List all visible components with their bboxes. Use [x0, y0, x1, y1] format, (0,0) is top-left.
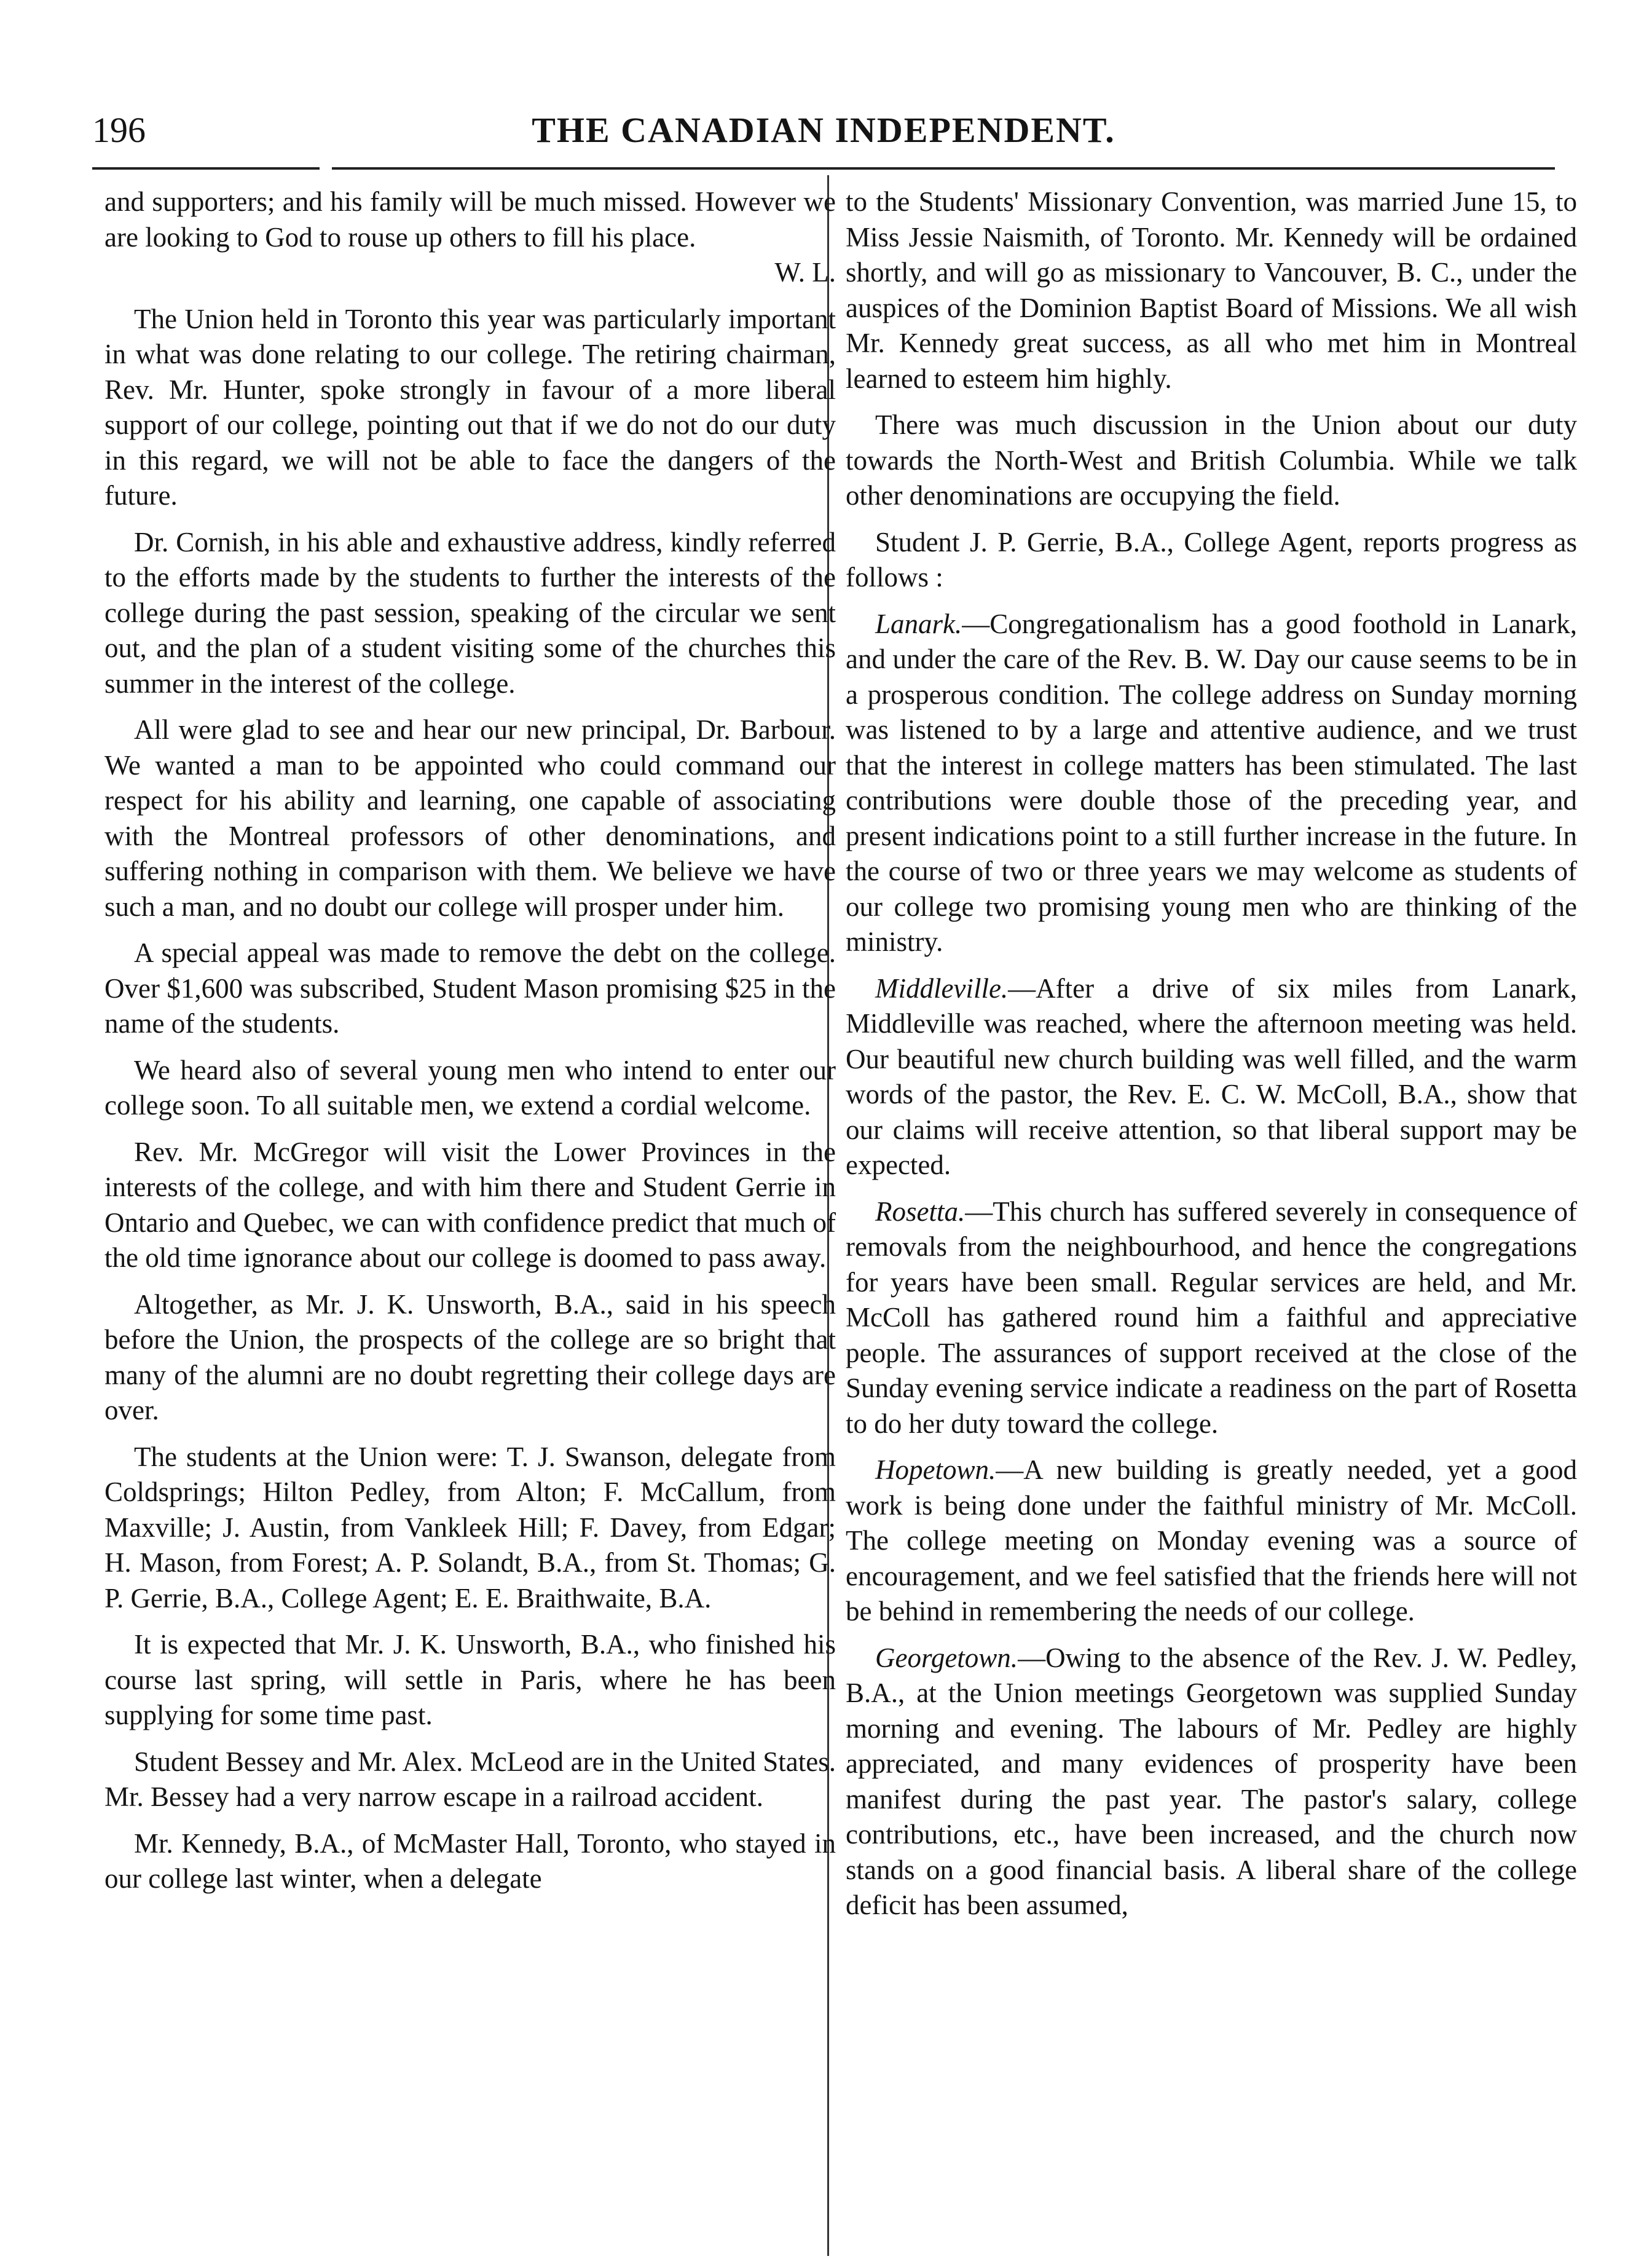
- left-column: [104, 184, 836, 1908]
- paragraph: The Union held in Toronto this year was particularly important in what was done relating to our college. The retiring chairman, Rev. Mr. Hunter, spoke strongly in favour of a more liberal support of our college, pointing out that if we do not do our duty in this regard, we will not be able to face the dangers of the future.: [104, 303, 836, 511]
- page-number: 196: [92, 110, 146, 150]
- paragraph: Student Bessey and Mr. Alex. McLeod are in the United States. Mr. Bessey had a very narrow escape in a railroad accident.: [104, 1746, 836, 1812]
- paragraph: We heard also of several young men who intend to enter our college soon. To all suitable men, we extend a cordial welcome.: [104, 1054, 836, 1121]
- place-name: Rosetta.: [875, 1196, 966, 1227]
- paragraph: A special appeal was made to remove the debt on the college. Over $1,600 was subscribed, Student Mason promising $25 in the name of the students.: [104, 937, 836, 1039]
- report-text: —A new building is greatly needed, yet a good work is being done under the faithful ministry of Mr. McColl. The college meeting on Monday evening was a source of encouragement, and we feel satisfied that the friends here will not be behind in remembering the needs of our college.: [846, 1454, 1577, 1626]
- report-text: —This church has suffered severely in consequence of removals from the neighbourhood, and hence the congregations for years have been small. Regular services are held, and Mr. McColl has gathered round him a faithful and appreciative people. The assurances of support received at the close of the Sunday evening service indicate a readiness on the part of Rosetta to do her duty toward the college.: [846, 1196, 1577, 1439]
- paragraph: All were glad to see and hear our new principal, Dr. Barbour. We wanted a man to be appointed who could command our respect for his ability and learning, one capable of associating with the Montreal professors of other denominations, and suffering nothing in comparison with them. We believe we have such a man, and no doubt our college will prosper under him.: [104, 714, 836, 922]
- paragraph: Student J. P. Gerrie, B.A., College Agent, reports progress as follows :: [846, 526, 1577, 593]
- paragraph: It is expected that Mr. J. K. Unsworth, B.A., who finished his course last spring, will settle in Paris, where he has been supplying for some time past.: [104, 1629, 836, 1730]
- paragraph: Rev. Mr. McGregor will visit the Lower Provinces in the interests of the college, and with him there and Student Gerrie in Ontario and Quebec, we can with confidence predict that much of the old time ignorance about our college is doomed to pass away.: [104, 1136, 836, 1273]
- place-name: Lanark.: [875, 608, 962, 639]
- signature: W. L.: [774, 257, 836, 288]
- page-header: [92, 109, 1555, 159]
- running-title: THE CANADIAN INDEPENDENT.: [532, 110, 1115, 150]
- place-name: Middleville.: [875, 972, 1009, 1004]
- paragraph: The students at the Union were: T. J. Swanson, delegate from Coldsprings; Hilton Pedley, from Alton; F. McCallum, from Maxville; J. Austin, from Vankleek Hill; F. Davey, from Edgar; H. Mason, from Forest; A. P. Solandt, B.A., from St. Thomas; G. P. Gerrie, B.A., College Agent; E. E. Braithwaite, B.A.: [104, 1441, 836, 1614]
- paragraph: and supporters; and his family will be much missed. However we are looking to God to rouse up others to fill his place.: [104, 186, 836, 253]
- report-hopetown: [846, 1453, 1577, 1630]
- header-rule-right: [332, 167, 1555, 170]
- paragraph: Mr. Kennedy, B.A., of McMaster Hall, Toronto, who stayed in our college last winter, when a delegate: [104, 1827, 836, 1894]
- report-rosetta: [846, 1194, 1577, 1442]
- paragraph: Altogether, as Mr. J. K. Unsworth, B.A., said in his speech before the Union, the prospects of the college are so bright that many of the alumni are no doubt regretting their college days are over.: [104, 1288, 836, 1425]
- report-text: —Congregationalism has a good foothold in Lanark, and under the care of the Rev. B. W. Day our cause seems to be in a prosperous condition. The college address on Sunday morning was listened to by a large and attentive audience, and we trust that the interest in college matters has been stimulated. The last contributions were double those of the preceding year, and present indications point to a still further increase in the future. In the course of two or three years we may welcome as students of our college two promising young men who are thinking of the ministry.: [846, 608, 1577, 957]
- report-text: —Owing to the absence of the Rev. J. W. Pedley, B.A., at the Union meetings Georgetown was supplied Sunday morning and evening. The labours of Mr. Pedley are highly appreciated, and many evidences of prosperity have been manifest during the past year. The pastor's salary, college contributions, etc., have been increased, and the church now stands on a good financial basis. A liberal share of the college deficit has been assumed,: [846, 1642, 1577, 1920]
- place-name: Hopetown.: [875, 1454, 996, 1485]
- report-text: —After a drive of six miles from Lanark, Middleville was reached, where the afternoon meeting was held. Our beautiful new church building was well filled, and the warm words of the pastor, the Rev. E. C. W. McColl, B.A., show that our claims will receive attention, so that liberal support may be expected.: [846, 972, 1577, 1180]
- right-column: [846, 184, 1577, 1934]
- place-name: Georgetown.: [875, 1642, 1018, 1673]
- paragraph: Dr. Cornish, in his able and exhaustive address, kindly referred to the efforts made by the students to further the interests of the college during the past session, speaking of the circular we sent out, and the plan of a student visiting some of the churches this summer in the interest of the college.: [104, 526, 836, 699]
- paragraph: There was much discussion in the Union about our duty towards the North-West and British Columbia. While we talk other denominations are occupying the field.: [846, 409, 1577, 511]
- report-georgetown: [846, 1641, 1577, 1923]
- report-middleville: [846, 971, 1577, 1183]
- paragraph: to the Students' Missionary Convention, was married June 15, to Miss Jessie Naismith, of Toronto. Mr. Kennedy will be ordained shortly, and will go as missionary to Vancouver, B. C., under the auspices of the Dominion Baptist Board of Missions. We all wish Mr. Kennedy great success, as all who met him in Montreal learned to esteem him highly.: [846, 186, 1577, 394]
- header-rule-left: [92, 167, 320, 170]
- report-lanark: [846, 607, 1577, 960]
